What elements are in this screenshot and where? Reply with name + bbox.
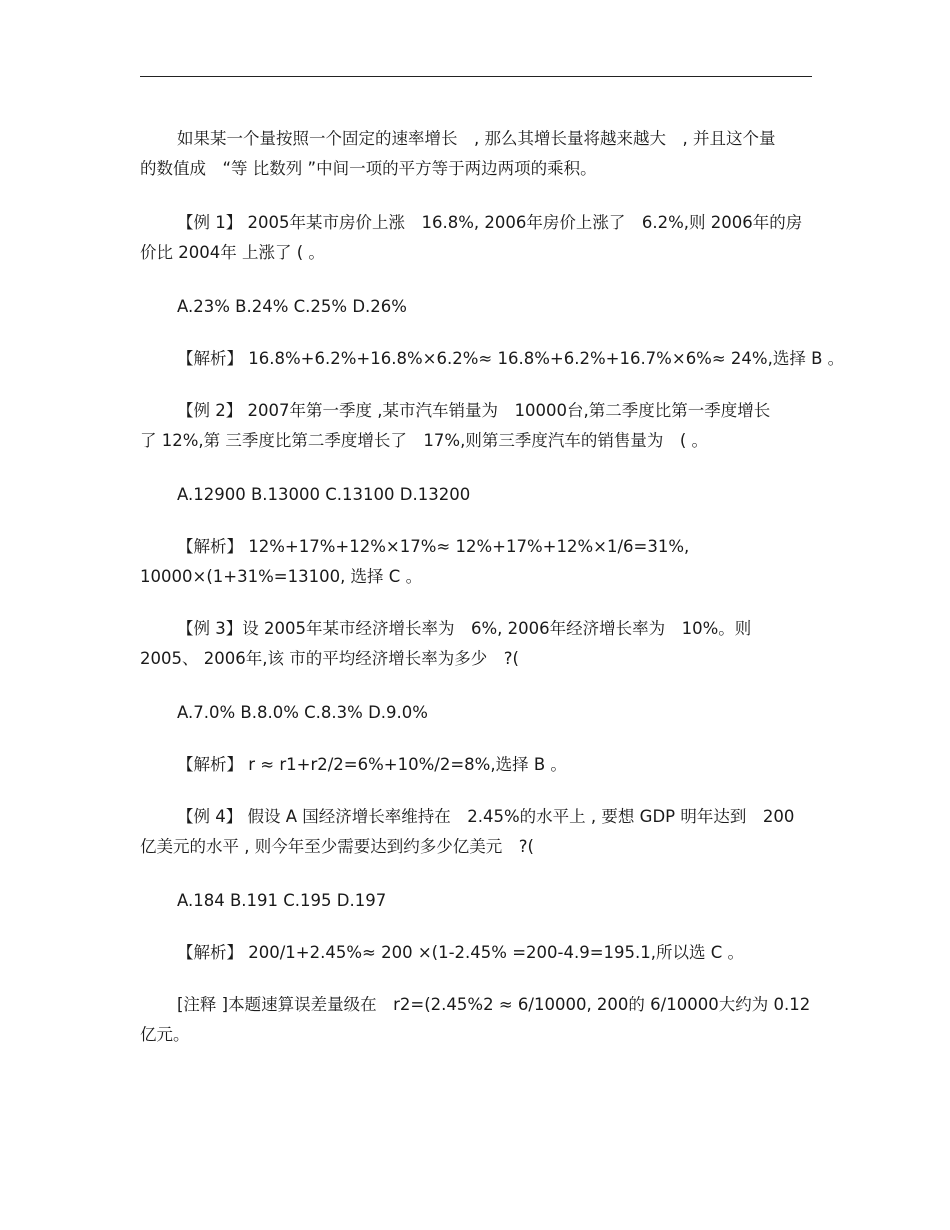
intro-line-1: 如果某一个量按照一个固定的速率增长 , 那么其增长量将越来越大 , 并且这个量: [177, 129, 776, 148]
example-4-line-2: 亿美元的水平 , 则今年至少需要达到约多少亿美元 ?(: [140, 837, 534, 856]
example-3-analysis: 【解析】 r ≈ r1+r2/2=6%+10%/2=8%,选择 B 。: [177, 755, 567, 774]
intro-paragraph: [140, 124, 812, 184]
example-2-options: A.12900 B.13000 C.13100 D.13200: [177, 485, 471, 504]
example-1-options: A.23% B.24% C.25% D.26%: [177, 297, 407, 316]
note-paragraph: [140, 990, 812, 1050]
example-2-line-1: 【例 2】 2007年第一季度 ,某市汽车销量为 10000台,第二季度比第一季度增长: [177, 401, 771, 420]
header-rule: [140, 76, 812, 77]
example-1-analysis: 【解析】 16.8%+6.2%+16.8%×6.2%≈ 16.8%+6.2%+16.7%×6%≈ 24%,选择 B 。: [177, 349, 845, 368]
example-3-question: [140, 614, 812, 674]
example-2-question: [140, 396, 812, 456]
example-4-analysis: 【解析】 200/1+2.45%≈ 200 ×(1-2.45% =200-4.9=195.1,所以选 C 。: [177, 943, 745, 962]
example-2-analysis-line-1: 【解析】 12%+17%+12%×17%≈ 12%+17%+12%×1/6=31%,: [177, 537, 690, 556]
example-3-options: A.7.0% B.8.0% C.8.3% D.9.0%: [177, 703, 428, 722]
example-1-line-2: 价比 2004年 上涨了 ( 。: [140, 243, 325, 262]
example-3-line-2: 2005、 2006年,该 市的平均经济增长率为多少 ?(: [140, 649, 519, 668]
example-4-line-1: 【例 4】 假设 A 国经济增长率维持在 2.45%的水平上 , 要想 GDP 明年达到 200: [177, 807, 795, 826]
example-2-analysis: [140, 532, 812, 592]
note-line-1: [注释 ]本题速算误差量级在 r2=(2.45%2 ≈ 6/10000, 200的 6/10000大约为 0.12: [177, 995, 811, 1014]
example-2-analysis-line-2: 10000×(1+31%=13100, 选择 C 。: [140, 567, 423, 586]
note-line-2: 亿元。: [140, 1025, 190, 1044]
example-4-question: [140, 802, 812, 862]
intro-line-2: 的数值成 “等 比数列 ”中间一项的平方等于两边两项的乘积。: [140, 159, 597, 178]
example-1-question: [140, 208, 812, 268]
example-3-line-1: 【例 3】设 2005年某市经济增长率为 6%, 2006年经济增长率为 10%。则: [177, 619, 752, 638]
example-2-line-2: 了 12%,第 三季度比第二季度增长了 17%,则第三季度汽车的销售量为 ( 。: [140, 431, 709, 450]
document-body: [140, 124, 845, 1050]
example-4-options: A.184 B.191 C.195 D.197: [177, 891, 387, 910]
example-1-line-1: 【例 1】 2005年某市房价上涨 16.8%, 2006年房价上涨了 6.2%,则 2006年的房: [177, 213, 803, 232]
